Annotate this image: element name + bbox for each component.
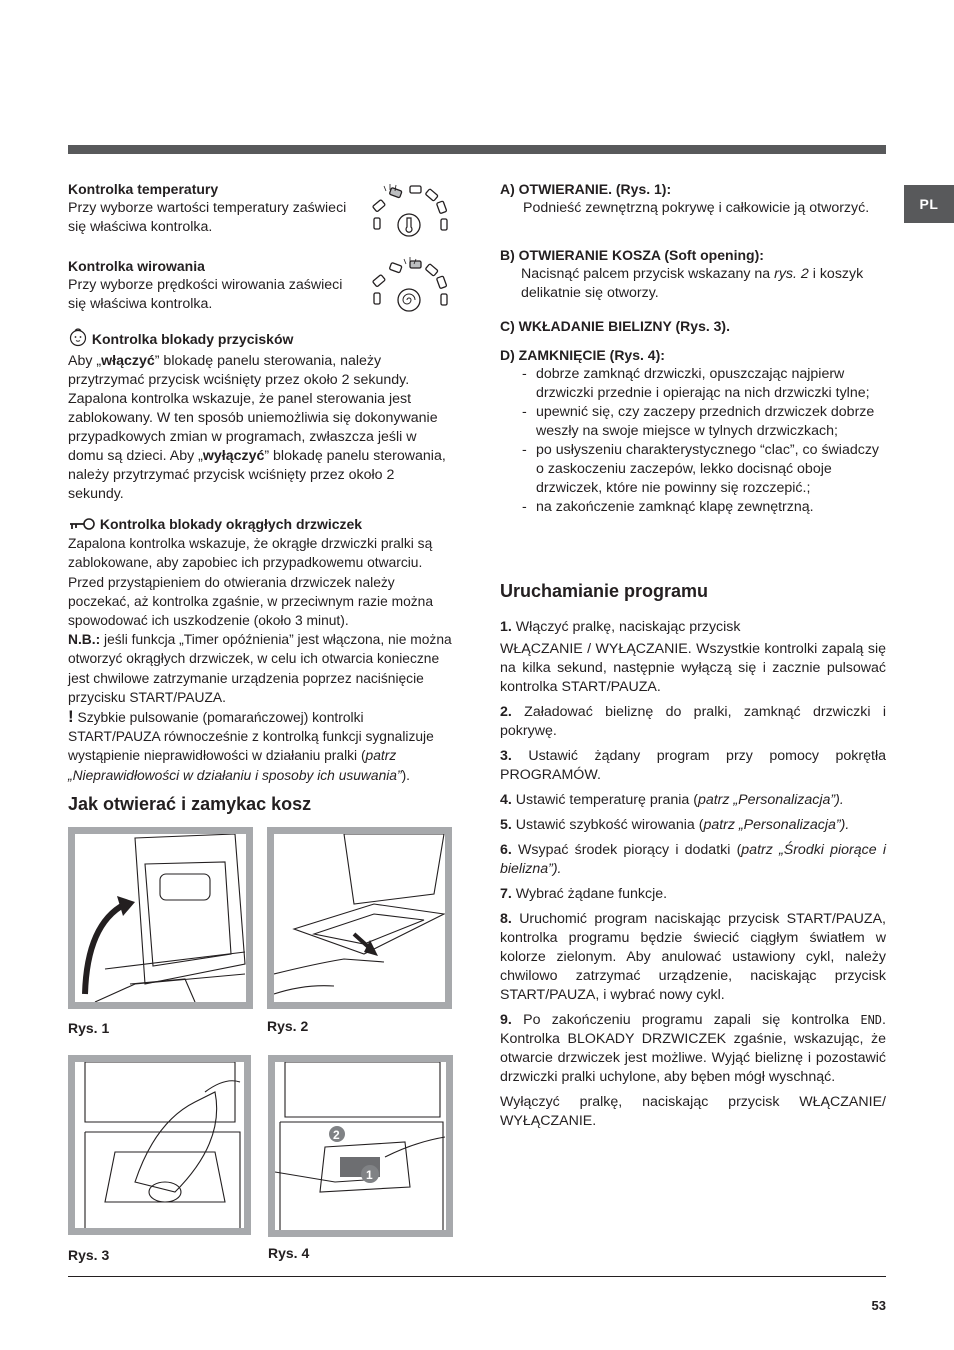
run-step-text: Załadować bieliznę do pralki, zamknąć drzwiczki i pokrywę.: [500, 704, 886, 739]
run-step-2: [500, 703, 886, 741]
run-step-ref: patrz „Środki piorące i bielizna”).: [500, 842, 886, 877]
header-rule: [68, 145, 886, 154]
figure-1-caption: Rys. 1: [68, 1020, 110, 1036]
language-tab: PL: [904, 185, 954, 223]
figure-4-marker-1: 1: [366, 1168, 373, 1182]
basket-heading: Jak otwierać i zamykac kosz: [68, 794, 312, 814]
run-step-number: 1.: [500, 619, 512, 635]
figure-4: [268, 1055, 453, 1237]
step-b-text-1: Nacisnąć palcem przycisk wskazany na: [521, 266, 775, 282]
step-b: [500, 246, 886, 303]
run-step-number: 4.: [500, 792, 512, 808]
child-face-icon: [68, 327, 88, 347]
keylock-on-word: włączyć: [101, 353, 155, 369]
temperature-leds-icon: [368, 182, 454, 242]
figure-3: [68, 1055, 251, 1235]
step-d-list: [500, 365, 886, 517]
run-step-number: 8.: [500, 911, 512, 927]
run-step-7: [500, 885, 886, 904]
doorlock-warning: [68, 707, 453, 785]
step-b-ref: rys. 2: [774, 266, 809, 282]
keylock-text-1: Aby „: [68, 353, 102, 369]
list-item: - na zakończenie zamknąć klapę zewnętrzną.: [522, 498, 886, 517]
step-b-text-2: i koszyk delikatnie się otworzy.: [521, 266, 864, 301]
figure-4-marker-2: 2: [333, 1128, 340, 1142]
figure-3-drawing: [75, 1062, 244, 1228]
run-step-text: Włączyć pralkę, naciskając przycisk: [511, 619, 741, 635]
step-c: [500, 317, 730, 336]
step-d: [500, 346, 886, 517]
run-final: Wyłączyć pralkę, naciskając przycisk WŁĄCZANIE/ WYŁĄCZANIE.: [500, 1094, 886, 1129]
keylock-text: [68, 352, 453, 504]
key-icon: [68, 517, 96, 531]
figure-2: [267, 827, 452, 1009]
run-step-text: Ustawić temperaturę prania (: [511, 792, 698, 808]
run-step-1: [500, 618, 886, 637]
figure-2-drawing: [274, 834, 445, 1002]
run-heading: Uruchamianie programu: [500, 581, 709, 601]
run-step-ref: patrz „Personalizacja”).: [703, 817, 850, 833]
warning-icon: !: [68, 707, 74, 727]
run-step-number: 3.: [500, 748, 512, 764]
step-a-text: Podnieść zewnętrzną pokrywę i całkowicie ją otworzyć.: [523, 200, 870, 216]
doorlock-title: Kontrolka blokady okrągłych drzwiczek: [99, 516, 363, 532]
figure-4-caption: Rys. 4: [268, 1245, 310, 1261]
figure-4-drawing: [275, 1062, 446, 1230]
keylock-heading: [68, 327, 453, 349]
run-step-5: [500, 816, 886, 835]
run-step-3: [500, 747, 886, 785]
warning-end: ).: [401, 767, 411, 783]
run-step-text: Wsypać środek piorący i dodatki (: [511, 842, 742, 858]
run-step-text: Ustawić żądany program przy pomocy pokrętła PROGRAMÓW.: [500, 748, 886, 783]
figure-1: [68, 827, 253, 1009]
keylock-title: Kontrolka blokady przycisków: [91, 331, 294, 347]
list-item: - po usłyszeniu charakterystycznego “clac”, co świadczy o zaskoczeniu zaczepów, lekko docisnąć oboje drzwiczek, które nie powinny się rozczepić.;: [522, 441, 886, 498]
run-step-number: 7.: [500, 886, 512, 902]
step-b-text: [500, 265, 886, 303]
temperature-indicator-text: Przy wyborze wartości temperatury zaświeci się właściwa kontrolka.: [68, 200, 347, 235]
warning-text: Szybkie pulsowanie (pomarańczowej) kontrolki START/PAUZA równocześnie z kontrolką funkcji sygnalizuje wystąpienie nieprawidłowości w działaniu pralki (: [68, 710, 434, 764]
warning-ref: patrz „Nieprawidłowości w działaniu i sposoby ich usuwania”: [68, 748, 402, 783]
run-steps: [500, 618, 886, 1137]
spin-indicator-section: [68, 257, 358, 314]
run-step-1b: WŁĄCZANIE / WYŁĄCZANIE. Wszystkie kontrolki zapalą się na kilka sekund, następnie wyłączą się i zacznie pulsować kontrolka START/PAUZA.: [500, 641, 886, 695]
list-item: - dobrze zamknąć drzwiczki, opuszczając najpierw drzwiczki przednie i opierając na nich drzwiczki tylne;: [522, 365, 886, 403]
run-step-9: [500, 1011, 886, 1087]
run-step-text: Wybrać żądane funkcje.: [511, 886, 668, 902]
step-c-label: C) WKŁADANIE BIELIZNY (Rys. 3).: [500, 318, 730, 334]
run-step-text: Po zakończeniu programu zapali się kontrolka: [511, 1012, 861, 1028]
figure-3-caption: Rys. 3: [68, 1247, 110, 1263]
spin-indicator-text: Przy wyborze prędkości wirowania zaświeci się właściwa kontrolka.: [68, 277, 343, 312]
figure-2-caption: Rys. 2: [267, 1018, 309, 1034]
keylock-text-3: ” blokadę panelu sterowania, należy przytrzymać przycisk wciśnięty przez około 2 sekundy.: [68, 448, 446, 502]
end-indicator-label: END: [860, 1013, 883, 1027]
step-a-label: A) OTWIERANIE. (Rys. 1):: [500, 181, 672, 197]
figure-1-drawing: [75, 834, 246, 1002]
run-step-text: Uruchomić program naciskając przycisk START/PAUZA, kontrolka programu będzie świecić ciągłym światłem w kolorze zielonym. Aby anulować ustawiony cykl, należy chwilowo zatrzymać urządzenie, naciskając przycisk START/PAUZA, i wybrać nowy cykl.: [500, 911, 886, 1003]
run-step-number: 5.: [500, 817, 512, 833]
step-b-label: B) OTWIERANIE KOSZA (Soft opening):: [500, 247, 764, 263]
step-d-label: D) ZAMKNIĘCIE (Rys. 4):: [500, 347, 665, 363]
keylock-text-2: ” blokadę panelu sterowania, należy przytrzymać przycisk wciśnięty przez około 2 sekundy. Zapalona kontrolka wskazuje, że panel sterowania jest zablokowany. W ten sposób uniemożliwia się dokonywanie przypadkowych zmian w programach, zwłaszcza jeśli w domu są dzieci. Aby „: [68, 353, 438, 464]
doorlock-heading: [68, 515, 453, 534]
temperature-indicator-section: [68, 180, 358, 237]
spin-leds-icon: [368, 257, 454, 317]
doorlock-text: Zapalona kontrolka wskazuje, że okrągłe drzwiczki pralki są zablokowane, aby zapobiec ich przypadkowemu otwarciu. Przed przystąpieniem do otwierania drzwiczek należy poczekać, aż kontrolka zgaśnie, w przeciwnym razie można spowodować ich uszkodzenie (około 3 minut).: [68, 536, 434, 629]
step-a: [500, 180, 886, 218]
temperature-indicator-title: Kontrolka temperatury: [68, 181, 219, 197]
note-text: jeśli funkcja „Timer opóźnienia” jest włączona, nie można otworzyć okrągłych drzwiczek, w celu ich otwarcia konieczne jest chwilowe zatrzymanie urządzenia poprzez naciśnięcie przycisku START/PAUZA.: [68, 632, 452, 705]
run-step-number: 9.: [500, 1012, 512, 1028]
spin-indicator-title: Kontrolka wirowania: [68, 258, 205, 274]
run-step-6: [500, 841, 886, 879]
note-label: N.B.:: [68, 632, 101, 648]
run-step-number: 6.: [500, 842, 512, 858]
keylock-section: [68, 327, 453, 504]
doorlock-note: [68, 630, 453, 707]
run-step-text: Ustawić szybkość wirowania (: [511, 817, 704, 833]
run-step-text-2: . Kontrolka BLOKADY DRZWICZEK zgaśnie, wskazując, że otwarcie drzwiczek jest możliwe. Wyjąć bieliznę i pozostawić drzwiczki pralki uchylone, aby bęben mógł wyschnąć.: [500, 1012, 886, 1085]
run-step-4: [500, 791, 886, 810]
run-step-ref: patrz „Personalizacja”).: [697, 792, 844, 808]
page-number: 53: [871, 1298, 886, 1313]
list-item: - upewnić się, czy zaczepy przednich drzwiczek dobrze weszły na swoje miejsce w tylnych drzwiczkach;: [522, 403, 886, 441]
run-step-8: [500, 910, 886, 1005]
run-step-number: 2.: [500, 704, 512, 720]
doorlock-section: [68, 515, 453, 785]
footer-rule: [68, 1276, 886, 1277]
keylock-off-word: wyłączyć: [202, 448, 265, 464]
